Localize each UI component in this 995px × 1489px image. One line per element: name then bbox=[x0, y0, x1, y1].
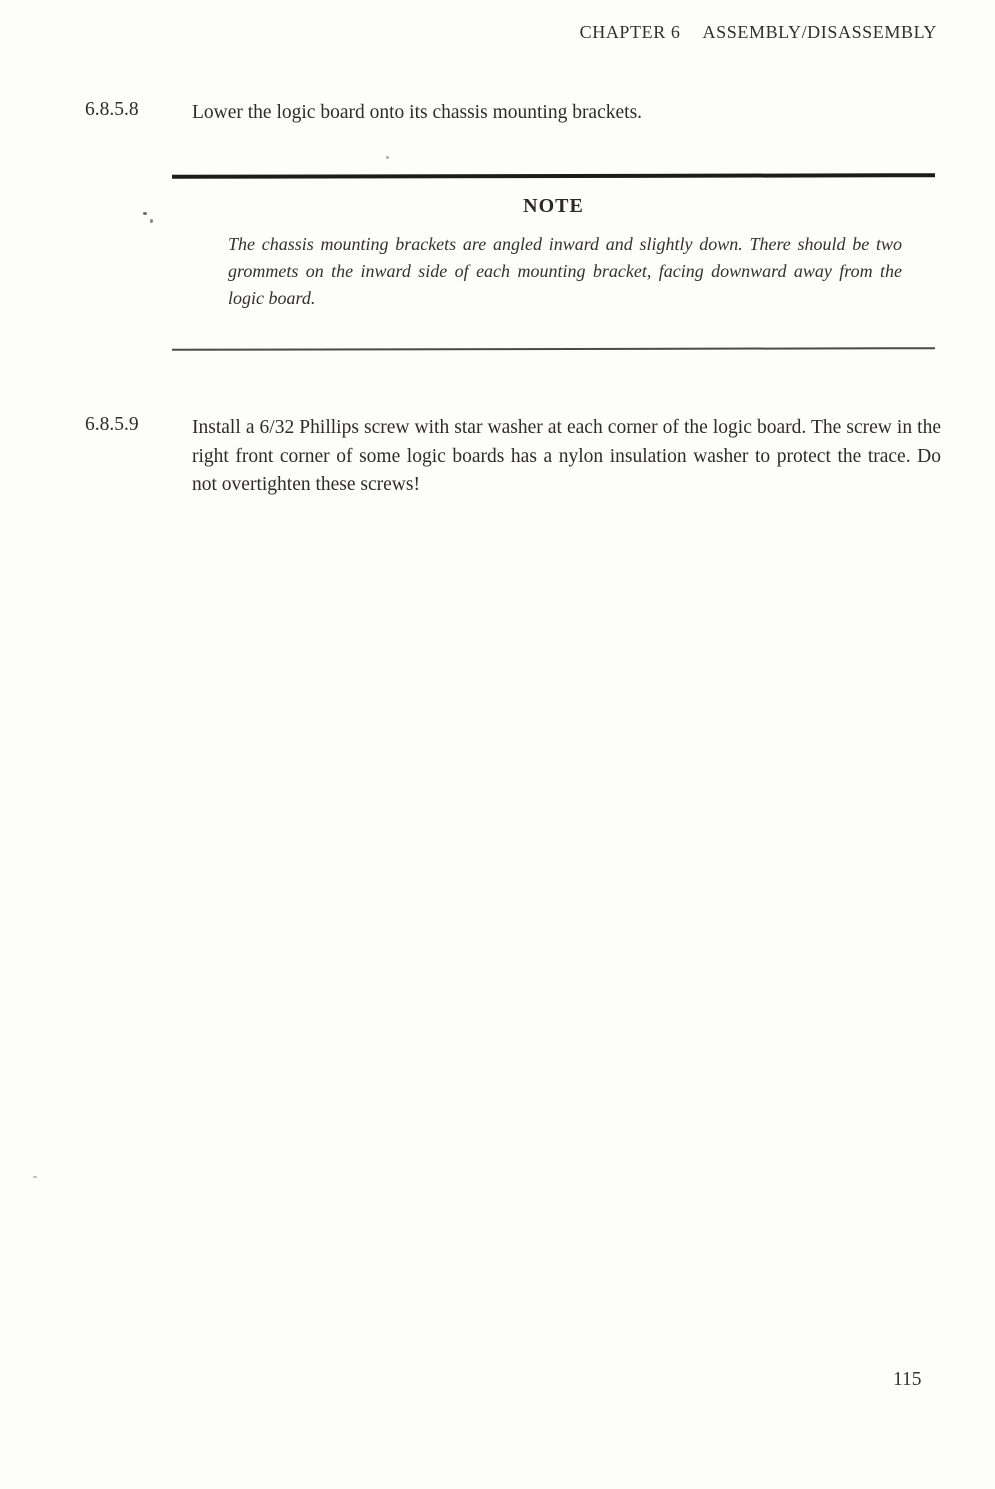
note-heading: NOTE bbox=[523, 195, 584, 217]
page-number: 115 bbox=[893, 1369, 922, 1390]
running-header bbox=[580, 22, 937, 43]
note-top-rule bbox=[172, 173, 935, 179]
header-chapter: CHAPTER 6 bbox=[579, 22, 681, 42]
section-number: 6.8.5.9 bbox=[85, 414, 139, 435]
note-text: The chassis mounting brackets are angled inward and slightly down. There should be two grommets on the inward side of each mounting bracket, facing downward away from the logic board. bbox=[228, 234, 902, 308]
section-text: Install a 6/32 Phillips screw with star washer at each corner of the logic board. The screw in the right front corner of some logic boards has a nylon insulation washer to protect the trace. Do not overtighten these screws! bbox=[192, 417, 941, 495]
section-text: Lower the logic board onto its chassis mounting brackets. bbox=[192, 102, 643, 123]
section-number: 6.8.5.8 bbox=[85, 99, 139, 120]
scan-speck bbox=[143, 212, 147, 215]
scan-speck bbox=[150, 219, 153, 223]
scan-speck bbox=[33, 1176, 37, 1178]
header-title: ASSEMBLY/DISASSEMBLY bbox=[702, 22, 937, 42]
note-bottom-rule bbox=[172, 347, 935, 351]
scan-speck bbox=[386, 156, 389, 159]
